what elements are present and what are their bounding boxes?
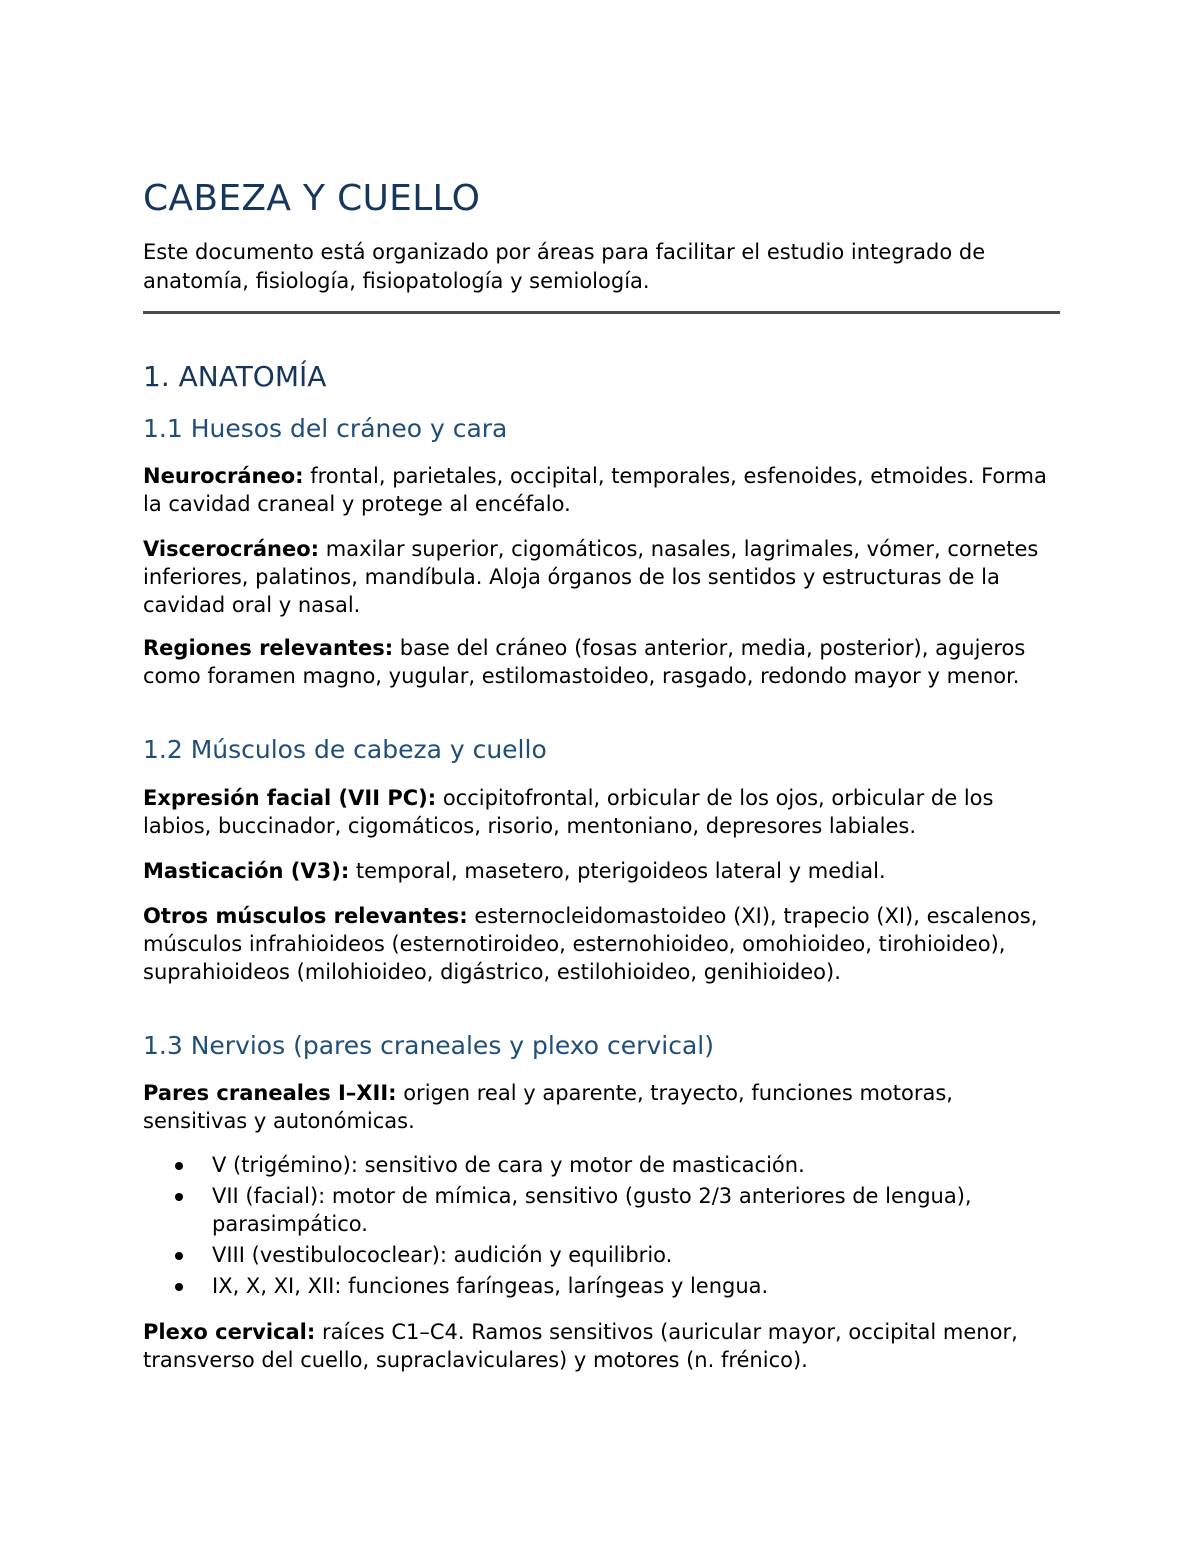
- paragraph-regiones: [143, 634, 1063, 690]
- section-heading-anatomia: 1. ANATOMÍA: [143, 360, 327, 393]
- paragraph-text: origen real y aparente, trayecto, funciones motoras, sensitivas y autonómicas.: [143, 1081, 953, 1133]
- intro-paragraph: Este documento está organizado por áreas para facilitar el estudio integrado de anatomía, fisiología, fisiopatología y semiología.: [143, 240, 986, 293]
- paragraph-plexo-cervical: [143, 1318, 1063, 1374]
- paragraph-label: Regiones relevantes:: [143, 636, 394, 660]
- subsection-heading-huesos: 1.1 Huesos del cráneo y cara: [143, 414, 508, 443]
- paragraph-neurocraneo: [143, 462, 1063, 518]
- list-item-text: VIII (vestibulococlear): audición y equilibrio.: [212, 1243, 673, 1267]
- document-title: CABEZA Y CUELLO: [143, 178, 481, 219]
- paragraph-label: Otros músculos relevantes:: [143, 904, 468, 928]
- paragraph-text: occipitofrontal, orbicular de los ojos, orbicular de los labios, buccinador, cigomáticos, risorio, mentoniano, depresores labiales.: [143, 786, 994, 838]
- list-item-text: V (trigémino): sensitivo de cara y motor de masticación.: [212, 1153, 805, 1177]
- paragraph-text: temporal, masetero, pterigoideos lateral y medial.: [349, 859, 886, 883]
- cranial-nerves-list: [143, 1151, 1063, 1303]
- paragraph-label: Viscerocráneo:: [143, 537, 320, 561]
- paragraph-text: raíces C1–C4. Ramos sensitivos (auricular mayor, occipital menor, transverso del cuello, supraclaviculares) y motores (n. frénico).: [143, 1320, 1018, 1372]
- list-item-text: IX, X, XI, XII: funciones faríngeas, laríngeas y lengua.: [212, 1274, 769, 1298]
- list-item-text: VII (facial): motor de mímica, sensitivo (gusto 2/3 anteriores de lengua), parasimpático.: [212, 1184, 972, 1236]
- paragraph-text: frontal, parietales, occipital, temporales, esfenoides, etmoides. Forma la cavidad craneal y protege al encéfalo.: [143, 464, 1047, 516]
- list-item: [143, 1182, 1063, 1238]
- paragraph-label: Neurocráneo:: [143, 464, 304, 488]
- list-item: [143, 1241, 1063, 1269]
- list-item: [143, 1272, 1063, 1300]
- paragraph-label: Pares craneales I–XII:: [143, 1081, 397, 1105]
- subsection-heading-nervios: 1.3 Nervios (pares craneales y plexo cervical): [143, 1031, 714, 1060]
- paragraph-text: base del cráneo (fosas anterior, media, posterior), agujeros como foramen magno, yugular, estilomastoideo, rasgado, redondo mayor y menor.: [143, 636, 1026, 688]
- paragraph-pares-craneales: [143, 1079, 1063, 1135]
- bullet-icon: [175, 1162, 183, 1170]
- paragraph-label: Expresión facial (VII PC):: [143, 786, 437, 810]
- paragraph-expresion-facial: [143, 784, 1063, 840]
- paragraph-masticacion: [143, 857, 1063, 885]
- paragraph-text: maxilar superior, cigomáticos, nasales, lagrimales, vómer, cornetes inferiores, palatinos, mandíbula. Aloja órganos de los sentidos y estructuras de la cavidad oral y nasal.: [143, 537, 1039, 617]
- bullet-icon: [175, 1252, 183, 1260]
- title-divider: [143, 311, 1060, 314]
- bullet-icon: [175, 1283, 183, 1291]
- list-item: [143, 1151, 1063, 1179]
- subsection-heading-musculos: 1.2 Músculos de cabeza y cuello: [143, 735, 547, 764]
- paragraph-label: Plexo cervical:: [143, 1320, 316, 1344]
- bullet-icon: [175, 1193, 183, 1201]
- paragraph-text: esternocleidomastoideo (XI), trapecio (XI), escalenos, músculos infrahioideos (esternotiroideo, esternohioideo, omohioideo, tirohioideo), suprahioideos (milohioideo, digástrico, estilohioideo, genihioideo).: [143, 904, 1038, 984]
- paragraph-otros-musculos: [143, 902, 1063, 986]
- paragraph-viscerocraneo: [143, 535, 1063, 619]
- paragraph-label: Masticación (V3):: [143, 859, 350, 883]
